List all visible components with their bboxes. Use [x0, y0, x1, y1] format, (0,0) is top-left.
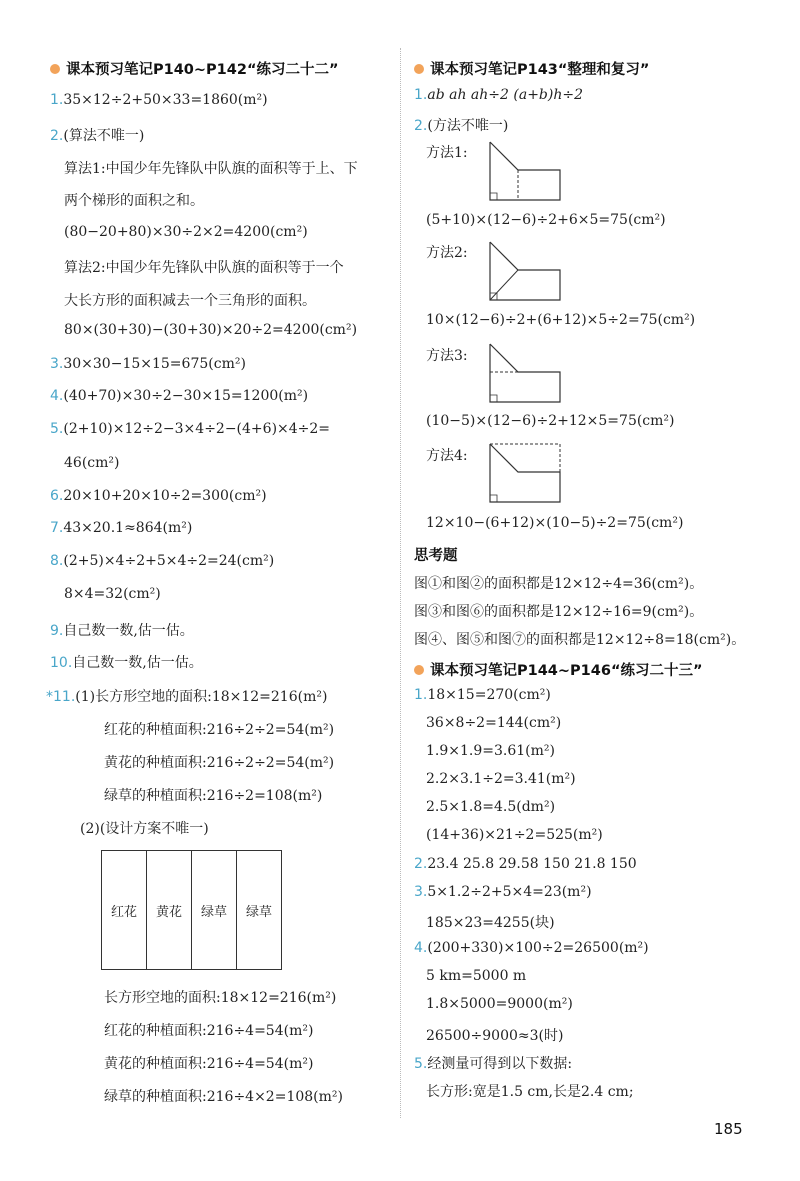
- answer-line: 算法1:中国少年先锋队中队旗的面积等于上、下: [64, 161, 358, 177]
- planting-plan-diagram: [101, 850, 282, 970]
- answer-line: 1.35×12÷2+50×33=1860(m²): [50, 92, 268, 108]
- answer-line: 26500÷9000≈3(时): [426, 1028, 564, 1044]
- answer-line: 两个梯形的面积之和。: [64, 193, 204, 209]
- answer-line: 185×23=4255(块): [426, 915, 555, 931]
- method-label: 方法3:: [426, 348, 468, 364]
- answer-line: 2.5×1.8=4.5(dm²): [426, 799, 556, 815]
- answer-line: 1.8×5000=9000(m²): [426, 996, 573, 1012]
- answer-line: 算法2:中国少年先锋队中队旗的面积等于一个: [64, 260, 344, 276]
- section-title-review: 课本预习笔记P143“整理和复习”: [414, 58, 649, 79]
- answer-line: 5 km=5000 m: [426, 968, 527, 984]
- answer-line: 4.(200+330)×100÷2=26500(m²): [414, 940, 649, 956]
- answer-line: (14+36)×21÷2=525(m²): [426, 827, 603, 843]
- answer-line: 长方形空地的面积:18×12=216(m²): [104, 990, 337, 1006]
- page-number: 185: [714, 1120, 743, 1138]
- answer-line: 绿草的种植面积:216÷2=108(m²): [104, 788, 323, 804]
- thinking-line: 图①和图②的面积都是12×12÷4=36(cm²)。: [414, 576, 704, 592]
- answer-line: 5.(2+10)×12÷2−3×4÷2−(4+6)×4÷2=: [50, 421, 331, 437]
- method-3-diagram: [488, 342, 562, 404]
- answer-line: (80−20+80)×30÷2×2=4200(cm²): [64, 224, 308, 240]
- answer-line: 8×4=32(cm²): [64, 586, 161, 602]
- answer-line: 5.经测量可得到以下数据:: [414, 1056, 573, 1072]
- plan-cell-red-flower: 红花: [102, 851, 147, 970]
- thinking-line: 图③和图⑥的面积都是12×12÷16=9(cm²)。: [414, 604, 704, 620]
- answer-line: 黄花的种植面积:216÷4=54(m²): [104, 1056, 314, 1072]
- answer-line: 绿草的种植面积:216÷4×2=108(m²): [104, 1089, 343, 1105]
- answer-line: 7.43×20.1≈864(m²): [50, 520, 193, 536]
- answer-line: 红花的种植面积:216÷4=54(m²): [104, 1023, 314, 1039]
- answer-line: 1.9×1.9=3.61(m²): [426, 743, 555, 759]
- answer-line: (2)(设计方案不唯一): [80, 821, 209, 837]
- method-2-diagram: [488, 240, 562, 302]
- method-4-diagram: [488, 442, 562, 504]
- answer-line: 3.30×30−15×15=675(cm²): [50, 356, 246, 372]
- answer-line: 9.自己数一数,估一估。: [50, 623, 194, 639]
- plan-cell-grass: 绿草: [237, 851, 282, 970]
- thinking-title: 思考题: [414, 548, 458, 564]
- answer-line: 2.2×3.1÷2=3.41(m²): [426, 771, 576, 787]
- answer-line: 46(cm²): [64, 455, 120, 471]
- answer-line: (10−5)×(12−6)÷2+12×5=75(cm²): [426, 413, 675, 429]
- answer-line: 8.(2+5)×4÷2+5×4÷2=24(cm²): [50, 553, 275, 569]
- answer-line: 2.23.4 25.8 29.58 150 21.8 150: [414, 856, 637, 872]
- answer-line: 长方形:宽是1.5 cm,长是2.4 cm;: [426, 1084, 634, 1100]
- answer-line: 2.(算法不唯一): [50, 128, 145, 144]
- answer-line: 80×(30+30)−(30+30)×20÷2=4200(cm²): [64, 322, 358, 338]
- answer-line: 10.自己数一数,估一估。: [50, 655, 203, 671]
- bullet-dot-icon: [50, 64, 60, 74]
- section-title-practice-22: 课本预习笔记P140~P142“练习二十二”: [50, 58, 339, 79]
- method-label: 方法1:: [426, 145, 468, 161]
- thinking-line: 图④、图⑤和图⑦的面积都是12×12÷8=18(cm²)。: [414, 632, 746, 648]
- method-label: 方法4:: [426, 448, 468, 464]
- plan-cell-grass: 绿草: [192, 851, 237, 970]
- answer-line: 3.5×1.2÷2+5×4=23(m²): [414, 884, 592, 900]
- bullet-dot-icon: [414, 64, 424, 74]
- answer-line: 12×10−(6+12)×(10−5)÷2=75(cm²): [426, 515, 684, 531]
- answer-line: 大长方形的面积减去一个三角形的面积。: [64, 293, 316, 309]
- answer-line: 10×(12−6)÷2+(6+12)×5÷2=75(cm²): [426, 312, 696, 328]
- plan-cell-yellow-flower: 黄花: [147, 851, 192, 970]
- answer-line: 36×8÷2=144(cm²): [426, 715, 562, 731]
- answer-line: (5+10)×(12−6)÷2+6×5=75(cm²): [426, 212, 666, 228]
- answer-line: 红花的种植面积:216÷2÷2=54(m²): [104, 722, 335, 738]
- answer-line: 黄花的种植面积:216÷2÷2=54(m²): [104, 755, 335, 771]
- answer-line: 2.(方法不唯一): [414, 118, 509, 134]
- answer-line: 1.18×15=270(cm²): [414, 687, 551, 703]
- answer-line: *11.(1)长方形空地的面积:18×12=216(m²): [46, 689, 328, 705]
- method-label: 方法2:: [426, 245, 468, 261]
- answer-line: 4.(40+70)×30÷2−30×15=1200(m²): [50, 388, 309, 404]
- column-divider: [400, 48, 401, 1118]
- answer-line: 6.20×10+20×10÷2=300(cm²): [50, 488, 267, 504]
- method-1-diagram: [488, 140, 562, 202]
- answer-line: 1.ab ah ah÷2 (a+b)h÷2: [414, 87, 583, 103]
- section-title-practice-23: 课本预习笔记P144~P146“练习二十三”: [414, 659, 703, 680]
- bullet-dot-icon: [414, 665, 424, 675]
